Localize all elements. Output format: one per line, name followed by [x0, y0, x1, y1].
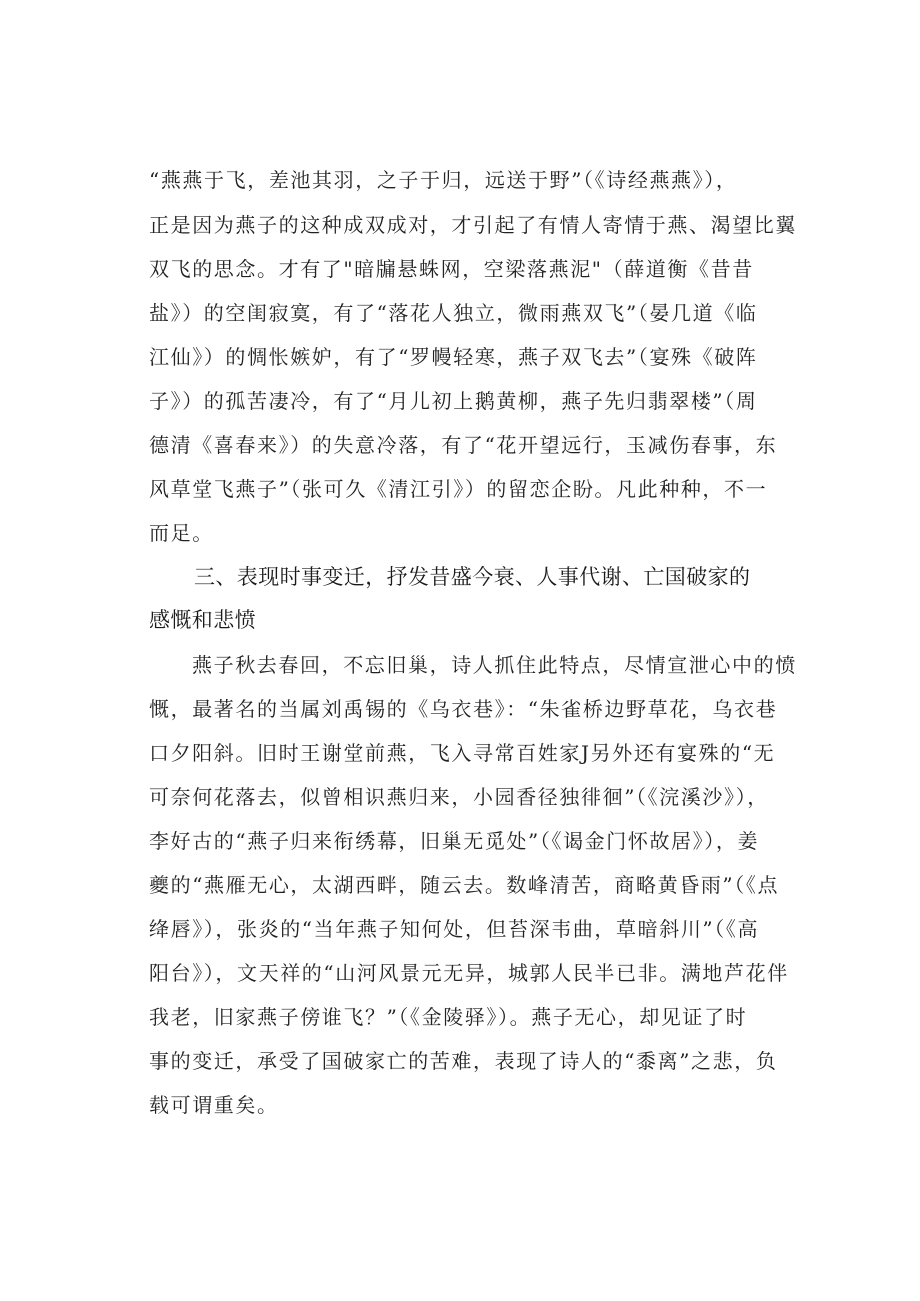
paragraph1-line-7: 德清《喜春来》）的失意冷落，有了“花开望远行，玉减伤春事，东	[149, 433, 778, 457]
paragraph1-line-3: 双飞的思念。才有了"暗牖悬蛛网，空梁落燕泥"（薛道衡《昔昔	[149, 257, 754, 281]
paragraph1-line-6: 子》）的孤苦凄冷，有了“月儿初上鹅黄柳，燕子先归翡翠楼”（周	[149, 389, 758, 413]
section-heading-line-2: 感慨和悲愤	[149, 608, 256, 632]
paragraph2-line-5: 李好古的“燕子归来衔绣幕，旧巢无觅处”（《谒金门怀故居》），姜	[149, 829, 760, 853]
paragraph2-line-4: 可奈何花落去，似曾相识燕归来，小园香径独徘徊”（《浣溪沙》），	[149, 785, 769, 809]
paragraph2-line-9: 我老，旧家燕子傍谁飞？”（《金陵驿》）。燕子无心，却见证了时	[149, 1005, 748, 1029]
paragraph1-line-8: 风草堂飞燕子”（张可久《清江引》）的留恋企盼。凡此种种，不一	[149, 477, 768, 501]
paragraph2-line-2: 慨，最著名的当属刘禹锡的《乌衣巷》：“朱雀桥边野草花，乌衣巷	[149, 697, 778, 721]
paragraph1-line-5: 江仙》）的惆怅嫉妒，有了“罗幔轻寒，燕子双飞去”（宴殊《破阵	[149, 345, 758, 369]
paragraph2-line-8: 阳台》），文天祥的“山河风景元无异，城郭人民半已非。满地芦花伴	[149, 961, 789, 985]
paragraph2-line-6: 夔的“燕雁无心，太湖西畔，随云去。数峰清苦，商略黄昏雨”（《点	[149, 873, 780, 897]
paragraph2-line-3: 口夕阳斜。旧时王谢堂前燕，飞入寻常百姓家J另外还有宴殊的“无	[149, 741, 776, 765]
paragraph2-line-10: 事的变迁，承受了国破家亡的苦难，表现了诗人的“黍离”之悲，负	[149, 1049, 778, 1073]
paragraph1-line-1: “燕燕于飞，差池其羽，之子于归，远送于野”（《诗经燕燕》），	[149, 168, 738, 192]
paragraph2-line-11: 载可谓重矣。	[149, 1093, 279, 1117]
section-heading-line-1: 三、表现时事变迁，抒发昔盛今衰、人事代谢、亡国破家的	[194, 565, 751, 589]
paragraph1-line-2: 正是因为燕子的这种成双成对，才引起了有情人寄情于燕、渴望比翼	[149, 213, 797, 237]
paragraph2-line-1: 燕子秋去春回，不忘旧巢，诗人抓住此特点，尽情宣泄心中的愤	[192, 653, 797, 677]
paragraph1-line-9: 而足。	[149, 521, 214, 545]
paragraph2-line-7: 绛唇》），张炎的“当年燕子知何处，但苔深韦曲，草暗斜川”（《高	[149, 917, 760, 941]
paragraph1-line-4: 盐》）的空闺寂寞，有了“落花人独立，微雨燕双飞”（晏几道《临	[149, 301, 758, 325]
